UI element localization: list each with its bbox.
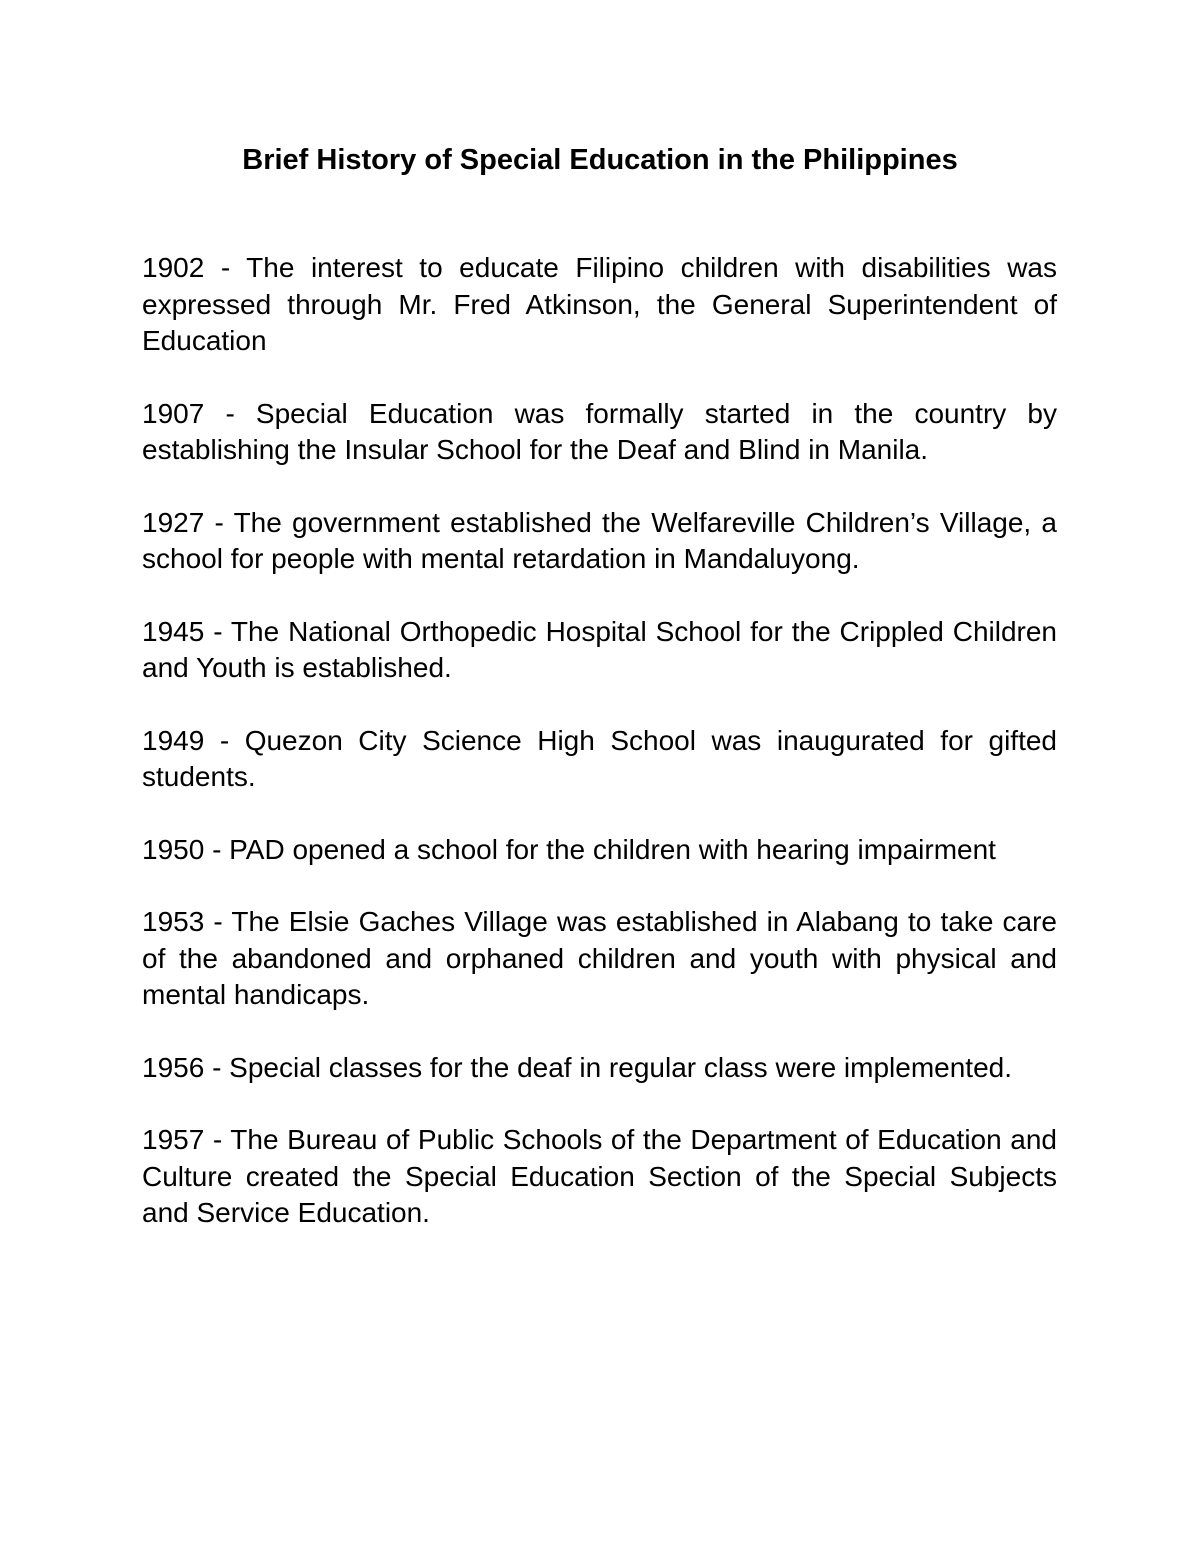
- timeline-entry-1950: 1950 - PAD opened a school for the children with hearing impairment: [142, 833, 996, 865]
- timeline-entry-1902: 1902 - The interest to educate Filipino children with disabilities was expressed through Mr. Fred Atkinson, the General Superintendent of Education: [142, 252, 1057, 356]
- timeline-entry-1956: 1956 - Special classes for the deaf in regular class were implemented.: [142, 1051, 1012, 1083]
- timeline-entry-1953: 1953 - The Elsie Gaches Village was established in Alabang to take care of the abandoned and orphaned children and youth with physical and mental handicaps.: [142, 906, 1057, 1010]
- timeline-entry-1949: 1949 - Quezon City Science High School was inaugurated for gifted students.: [142, 724, 1057, 792]
- page-title: Brief History of Special Education in the Philippines: [242, 144, 958, 176]
- timeline-entry-1927: 1927 - The government established the Welfareville Children’s Village, a school for people with mental retardation in Mandaluyong.: [142, 506, 1057, 574]
- timeline-entry-1907: 1907 - Special Education was formally started in the country by establishing the Insular School for the Deaf and Blind in Manila.: [142, 397, 1057, 465]
- timeline-entry-1945: 1945 - The National Orthopedic Hospital School for the Crippled Children and Youth is established.: [142, 615, 1057, 683]
- timeline-list: [142, 250, 1057, 1268]
- timeline-entry-1957: 1957 - The Bureau of Public Schools of the Department of Education and Culture created the Special Education Section of the Special Subjects and Service Education.: [142, 1124, 1057, 1228]
